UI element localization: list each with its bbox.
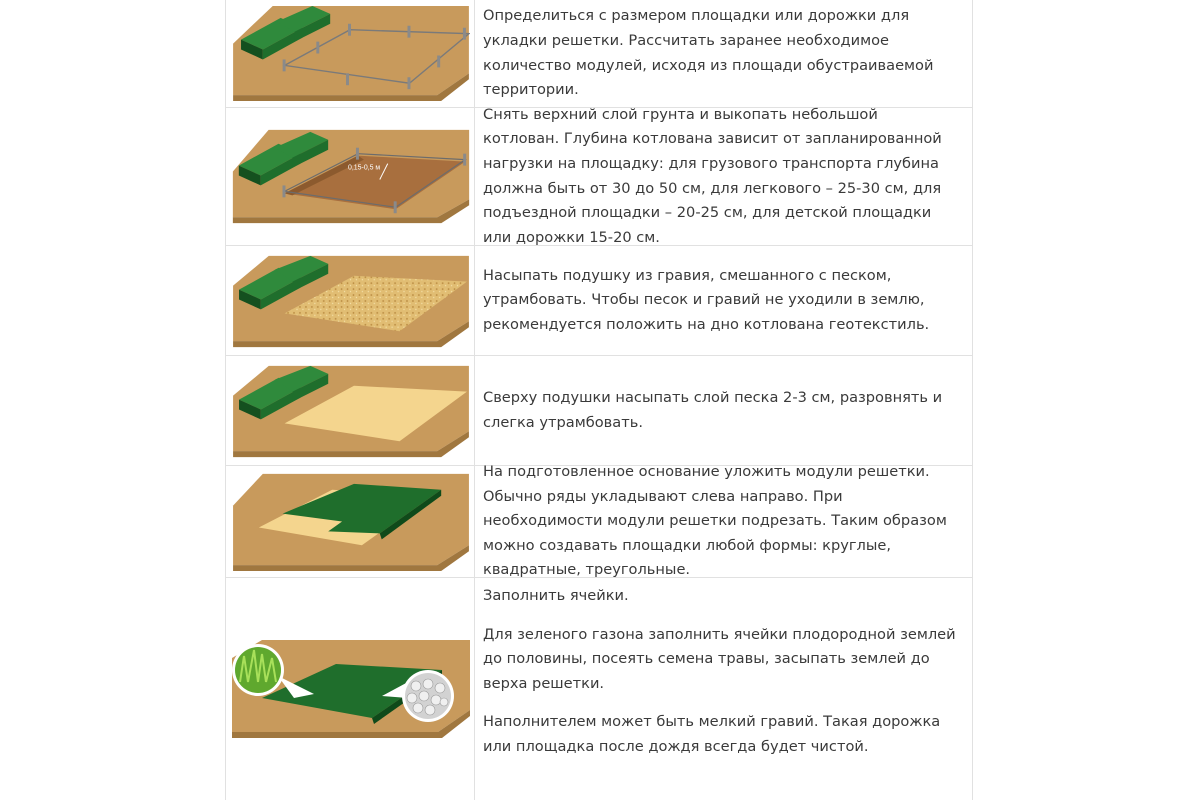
step-2-text xyxy=(483,105,958,246)
step-row-5 xyxy=(226,463,972,579)
gravel-cushion-illustration xyxy=(232,246,470,355)
step-4-paragraph-1: Сверху подушки насыпать слой песка 2-3 см, разровнять и слегка утрамбовать. xyxy=(483,388,943,431)
step-row-6 xyxy=(226,578,972,800)
depth-label: 0,15-0,5 м xyxy=(348,164,381,172)
step-row-4 xyxy=(226,356,972,466)
sand-layer-illustration xyxy=(232,356,470,465)
laying-modules-illustration xyxy=(232,466,470,577)
filling-cells-illustration xyxy=(232,578,470,800)
step-3-text xyxy=(483,246,958,355)
step-1-paragraph-1: Определиться с размером площадки или дорожки для укладки решетки. Рассчитать заранее необходимое количество модулей, исходя из площади обустраиваемой территории. xyxy=(483,7,934,99)
step-row-3 xyxy=(226,246,972,356)
marking-area-illustration xyxy=(232,0,470,107)
excavation-pit-illustration xyxy=(232,108,470,245)
grass-fill-icon xyxy=(232,644,284,696)
step-2-illustration xyxy=(226,108,475,245)
step-1-text xyxy=(483,0,958,107)
step-6-paragraph-3: Наполнителем может быть мелкий гравий. Такая дорожка или площадка после дождя всегда будет чистой. xyxy=(483,713,941,755)
step-2-paragraph-1: Снять верхний слой грунта и выкопать небольшой котлован. Глубина котлована зависит от запланированной нагрузки на площадку: для грузового транспорта глубина должна быть от 30 до 50 см, для легкового – 25-30 см, для подъездной площадки – 20-25 см, для детской площадки или дорожки 15-20 см. xyxy=(483,105,942,246)
step-6-text xyxy=(483,578,958,800)
gravel-fill-icon xyxy=(402,670,454,722)
step-5-text xyxy=(483,463,958,579)
step-3-paragraph-1: Насыпать подушку из гравия, смешанного с песком, утрамбовать. Чтобы песок и гравий не уходили в землю, рекомендуется положить на дно котлована геотекстиль. xyxy=(483,266,930,333)
step-6-paragraph-2: Для зеленого газона заполнить ячейки плодородной землей до половины, посеять семена травы, засыпать землей до верха решетки. xyxy=(483,625,956,692)
step-6-paragraph-1: Заполнить ячейки. xyxy=(483,587,629,604)
step-5-paragraph-1: На подготовленное основание уложить модули решетки. Обычно ряды укладывают слева направо. При необходимости модули решетки подрезать. Таким образом можно создавать площадки любой формы: круглые, квадратные, треугольные. xyxy=(483,463,947,579)
installation-steps-table xyxy=(225,0,973,800)
step-1-illustration xyxy=(226,0,475,107)
step-3-illustration xyxy=(226,246,475,355)
step-6-illustration xyxy=(226,578,475,800)
step-5-illustration xyxy=(226,466,475,577)
step-4-illustration xyxy=(226,356,475,465)
step-row-2 xyxy=(226,105,972,246)
step-row-1 xyxy=(226,0,972,108)
step-4-text xyxy=(483,356,958,465)
